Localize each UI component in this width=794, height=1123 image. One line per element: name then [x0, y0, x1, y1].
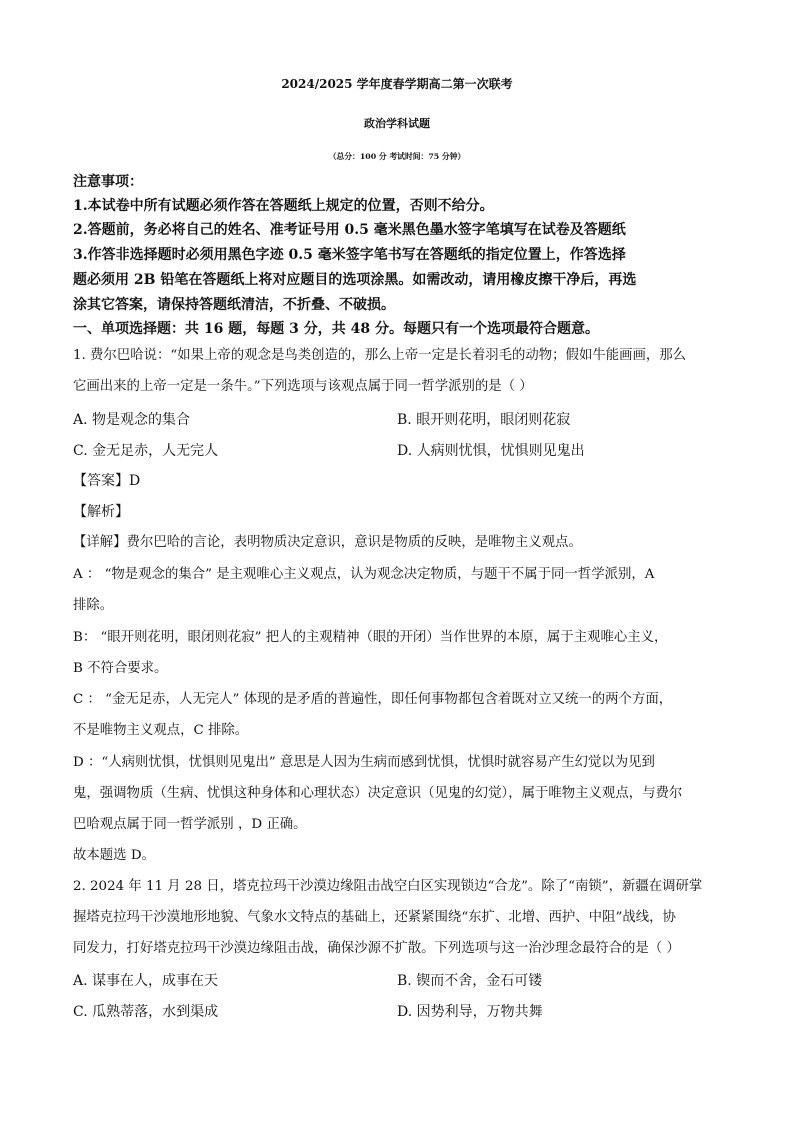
question-stem: 它画出来的上帝一定是一条牛。”下列选项与该观点属于同一哲学派别的是（ ） — [73, 379, 533, 394]
option-b: B. 眼开则花明，眼闭则花寂 — [397, 412, 571, 428]
analysis-line: 不是唯物主义观点，C 排除。 — [73, 723, 249, 738]
option-a: A. 物是观念的集合 — [73, 412, 191, 428]
option-d: D. 人病则忧惧，忧惧则见鬼出 — [397, 443, 585, 459]
analysis-line: C ： “金无足赤，人无完人” 体现的是矛盾的普遍性，即任何事物都包含着既对立又统一的两个方面， — [73, 692, 673, 707]
question-stem: 2. 2024 年 11 月 28 日，塔克拉玛干沙漠边缘阻击战空白区实现锁边“合龙”。除了“南锁”，新疆在调研掌 — [73, 879, 703, 894]
option-a: A. 谋事在人，成事在天 — [73, 973, 219, 989]
question-stem: 1. 费尔巴哈说：“如果上帝的观念是鸟类创造的，那么上帝一定是长着羽毛的动物；假如牛能画画，那么 — [73, 348, 687, 363]
notice-item: 2.答题前，务必将自己的姓名、准考证号用 0.5 毫米黑色墨水签字笔填写在试卷及答题纸 — [73, 222, 626, 238]
analysis-line: A ： “物是观念的集合” 是主观唯心主义观点，认为观念决定物质，与题干不属于同一哲学派别，A — [73, 567, 655, 582]
exam-meta: （总分：100 分 考试时间：75 分钟） — [328, 152, 466, 161]
notice-item: 1.本试卷中所有试题必须作答在答题纸上规定的位置，否则不给分。 — [73, 198, 494, 214]
notice-heading: 注意事项： — [73, 174, 143, 190]
section-heading: 一、单项选择题：共 16 题，每题 3 分，共 48 分。每题只有一个选项最符合题意。 — [73, 321, 599, 337]
exam-title: 2024/2025 学年度春学期高二第一次联考 — [281, 77, 513, 91]
analysis-line: B 不符合要求。 — [73, 661, 168, 676]
option-c: C. 金无足赤，人无完人 — [73, 443, 219, 459]
analysis-label: 【解析】 — [73, 504, 129, 520]
analysis-line: 鬼，强调物质（生病、忧惧这种身体和心理状态）决定意识（见鬼的幻觉），属于唯物主义观点，与费尔 — [73, 786, 683, 801]
question-stem: 握塔克拉玛干沙漠地形地貌、气象水文特点的基础上，还紧紧围绕“东扩、北增、西护、中阻”战线，协 — [73, 910, 676, 925]
notice-item: 题必须用 2B 铅笔在答题纸上将对应题目的选项涂黑。如需改动，请用橡皮擦干净后，再选 — [73, 272, 637, 288]
analysis-line: 排除。 — [73, 598, 114, 613]
option-b: B. 锲而不舍，金石可镂 — [397, 973, 543, 989]
notice-item: 3.作答非选择题时必须用黑色字迹 0.5 毫米签字笔书写在答题纸的指定位置上，作答选择 — [73, 247, 626, 263]
analysis-line: 【详解】费尔巴哈的言论，表明物质决定意识，意识是物质的反映，是唯物主义观点。 — [73, 535, 582, 550]
option-d: D. 因势利导，万物共舞 — [397, 1004, 543, 1020]
notice-item: 涂其它答案，请保持答题纸清洁，不折叠、不破损。 — [73, 297, 395, 313]
subject-title: 政治学科试题 — [364, 117, 430, 130]
option-c: C. 瓜熟蒂落，水到渠成 — [73, 1004, 219, 1020]
answer-label: 【答案】D — [73, 473, 141, 489]
analysis-line: B： “眼开则花明，眼闭则花寂” 把人的主观精神（眼的开闭）当作世界的本原，属于主观唯心主义， — [73, 630, 668, 645]
analysis-line: D ：“人病则忧惧，忧惧则见鬼出” 意思是人因为生病而感到忧惧，忧惧时就容易产生幻觉以为见到 — [73, 755, 655, 770]
question-stem: 同发力，打好塔克拉玛干沙漠边缘阻击战，确保沙源不扩散。下列选项与这一治沙理念最符合的是（ ） — [73, 941, 680, 956]
analysis-line: 巴哈观点属于同一哲学派别 ，D 正确。 — [73, 817, 307, 832]
analysis-line: 故本题选 D。 — [73, 848, 155, 863]
